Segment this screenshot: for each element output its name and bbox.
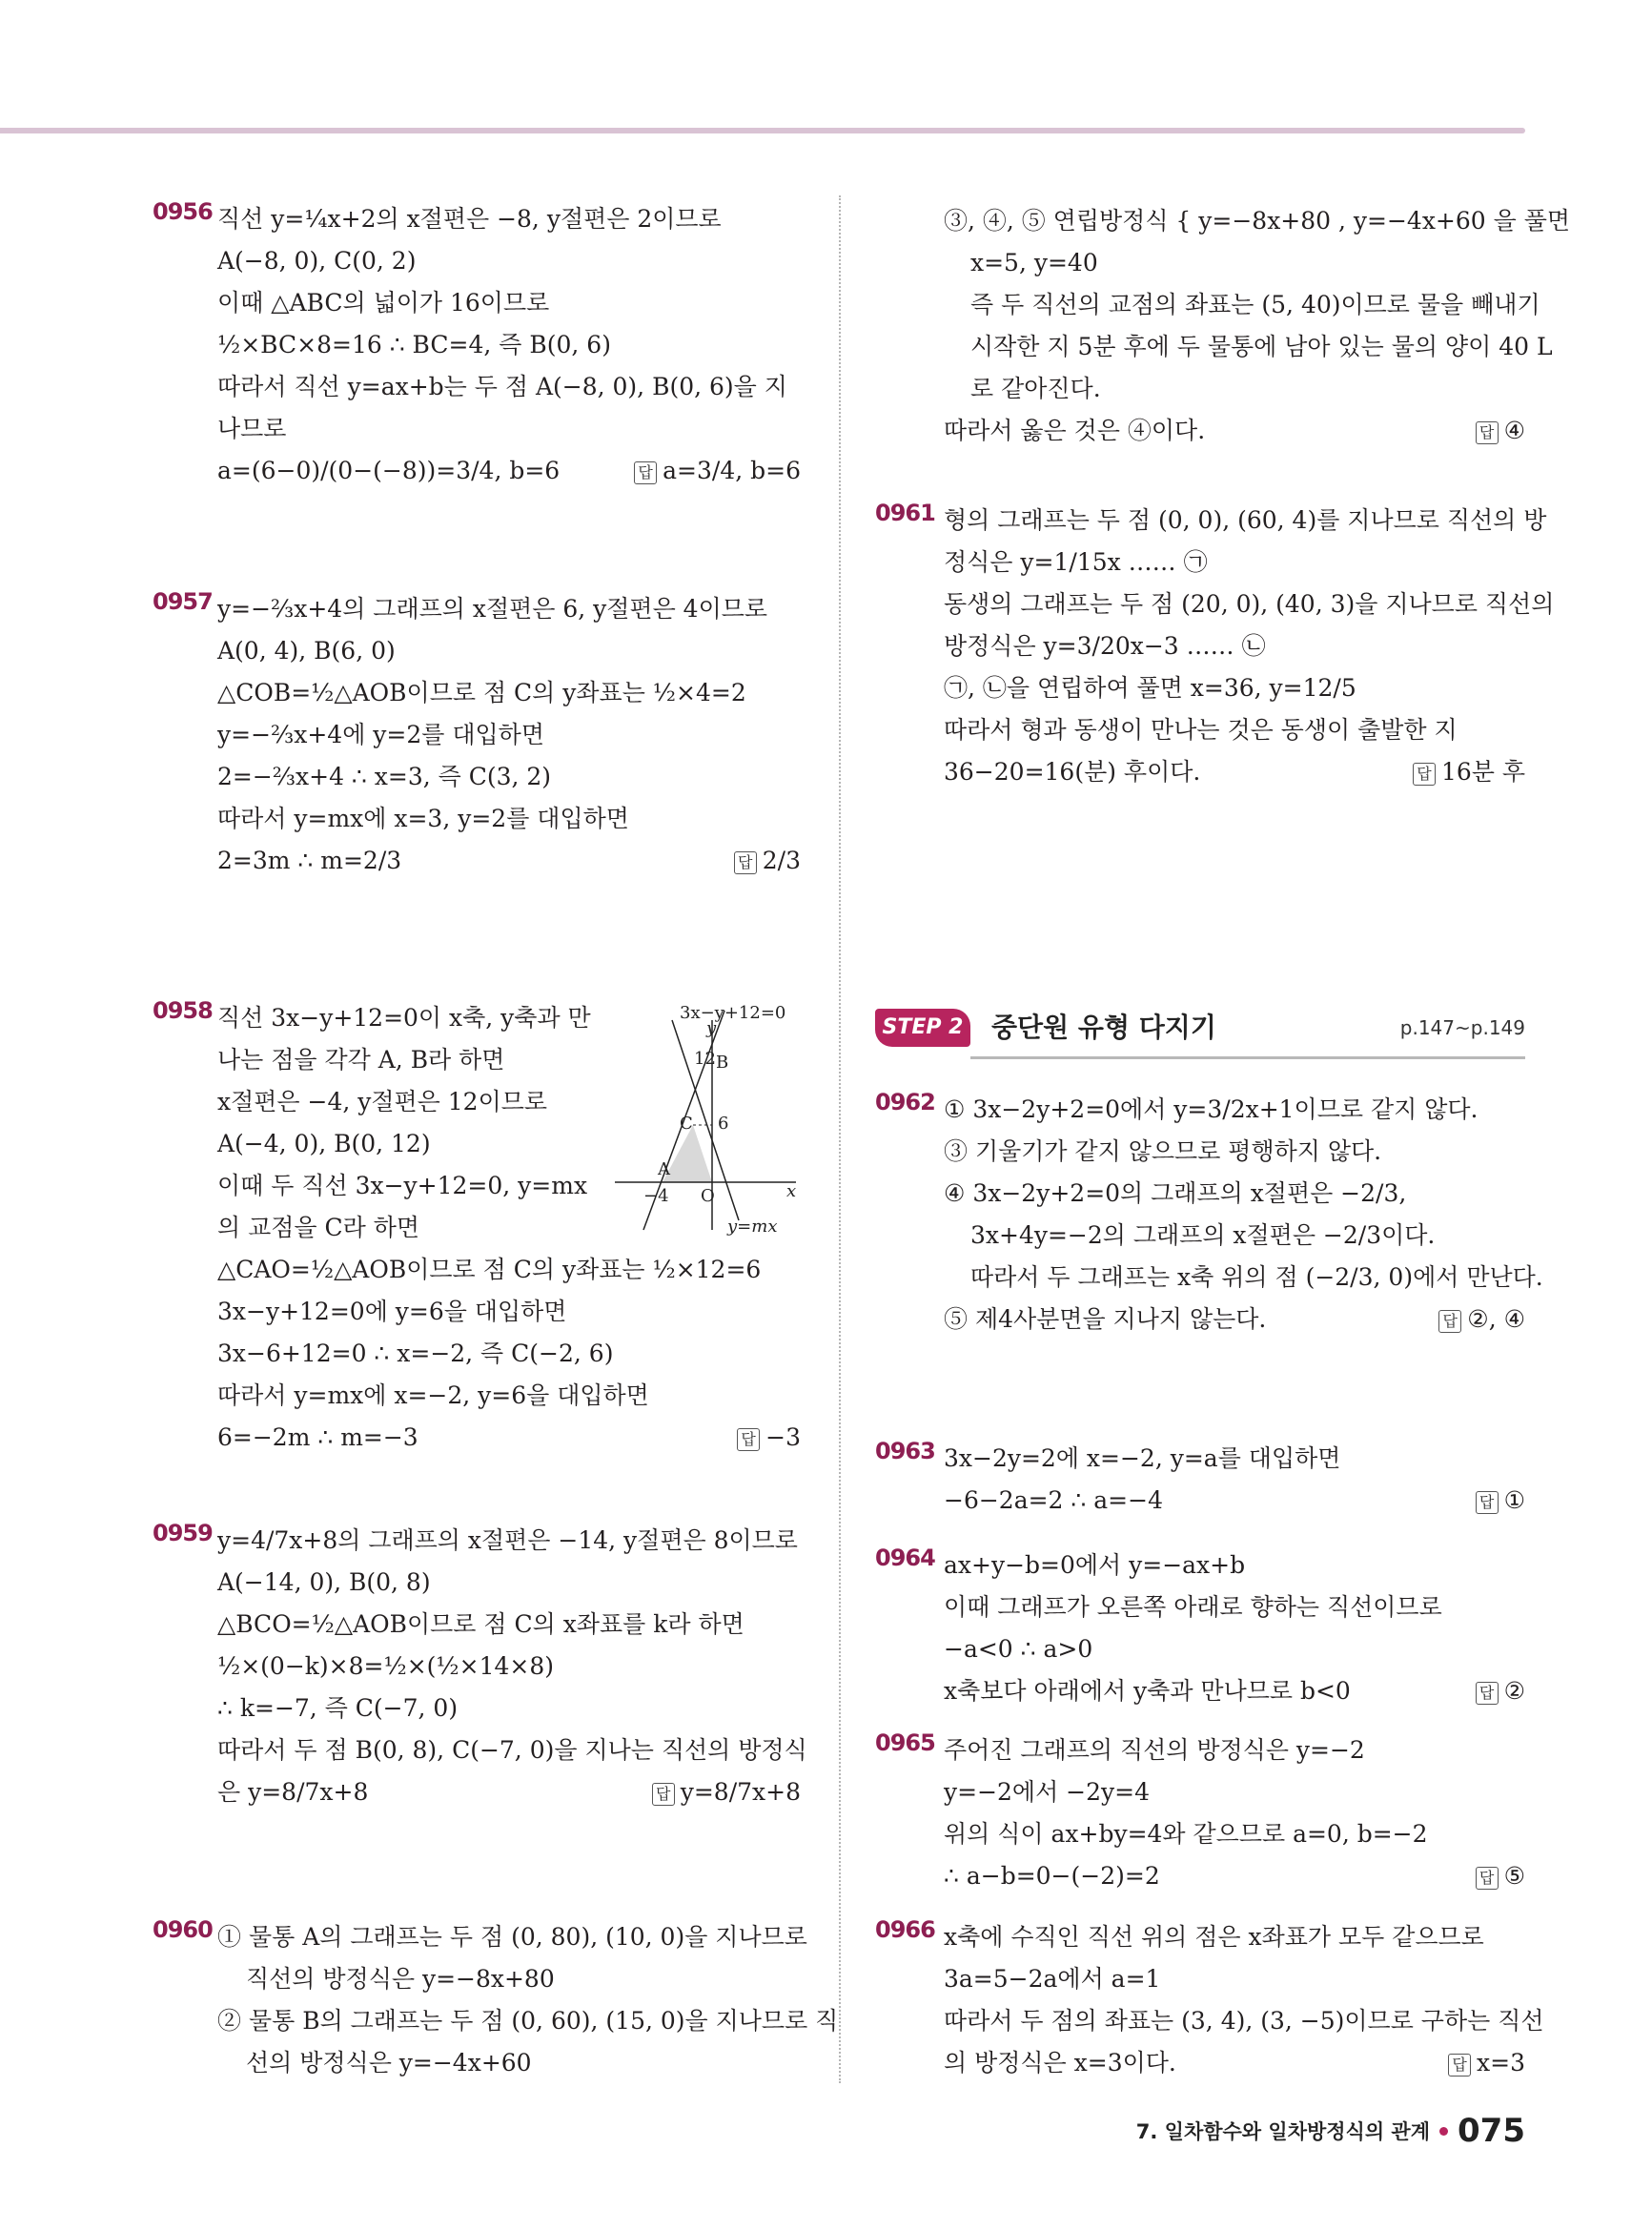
problem-number: 0964 (875, 1545, 935, 1571)
solution-line: 은 y=8/7x+8 (217, 1778, 369, 1806)
answer (737, 1417, 801, 1459)
problem-number: 0959 (153, 1520, 213, 1546)
solution-line: A(−8, 0), C(0, 2) (217, 247, 417, 275)
solution-line: 직선 y=¹⁄₄x+2의 x절편은 −8, y절편은 2이므로 (217, 205, 722, 233)
answer (1413, 751, 1525, 793)
problem-number: 0962 (875, 1089, 935, 1115)
step2-section-header (875, 1001, 1525, 1068)
step-title: 중단원 유형 다지기 (991, 1012, 1216, 1043)
label-line1: 3x−y+12=0 (680, 1003, 786, 1023)
answer-text: 16분 후 (1440, 758, 1525, 786)
solution-line: 3x−2y=2에 x=−2, y=a를 대입하면 (944, 1444, 1341, 1472)
solution-line: 형의 그래프는 두 점 (0, 0), (60, 4)를 지나므로 직선의 방 (944, 506, 1547, 534)
problem-number: 0957 (153, 588, 213, 615)
solution-line: △CAO=½△AOB이므로 점 C의 y좌표는 ½×12=6 (217, 1256, 762, 1283)
solution-line: ½×(0−k)×8=½×(½×14×8) (217, 1652, 555, 1680)
solution-line: 따라서 y=mx에 x=−2, y=6을 대입하면 (217, 1381, 649, 1409)
graph-0958 (615, 1001, 806, 1239)
solution-line: −6−2a=2 ∴ a=−4 (944, 1486, 1163, 1514)
solution-line: 따라서 직선 y=ax+b는 두 점 A(−8, 0), B(0, 6)을 지 (217, 373, 787, 400)
step-page-range: p.147~p.149 (1399, 1016, 1525, 1039)
label-12: 12 (694, 1049, 716, 1069)
solution-line: 2=3m ∴ m=2/3 (217, 847, 402, 874)
solution-line: y=−⅔x+4의 그래프의 x절편은 6, y절편은 4이므로 (217, 595, 768, 623)
solution-line: 따라서 두 점 B(0, 8), C(−7, 0)을 지나는 직선의 방정식 (217, 1736, 807, 1764)
solution-line: A(0, 4), B(6, 0) (217, 637, 396, 665)
label-c: C (680, 1114, 693, 1134)
answer-mark-icon: 답 (737, 1428, 760, 1451)
answer-mark-icon: 답 (1476, 1867, 1499, 1890)
answer-mark-icon: 답 (634, 461, 657, 484)
answer (634, 450, 801, 492)
answer-text: a=3/4, b=6 (663, 457, 801, 484)
problem-number: 0963 (875, 1438, 935, 1464)
solution-line: 따라서 옳은 것은 ④이다. (944, 417, 1206, 444)
solution-line: 3a=5−2a에서 a=1 (944, 1965, 1161, 1993)
solution-line: 따라서 두 점의 좌표는 (3, 4), (3, −5)이므로 구하는 직선 (944, 2007, 1544, 2035)
answer-mark-icon: 답 (1448, 2054, 1471, 2077)
answer (734, 840, 801, 882)
answer (1476, 1480, 1525, 1522)
solution-line: 즉 두 직선의 교점의 좌표는 (5, 40)이므로 물을 빼내기 (970, 291, 1540, 318)
solution-line: 로 같아진다. (970, 375, 1101, 402)
answer (1476, 1855, 1525, 1897)
solution-line: ④ 3x−2y+2=0의 그래프의 x절편은 −2/3, (944, 1179, 1407, 1207)
solution-line: 동생의 그래프는 두 점 (20, 0), (40, 3)을 지나므로 직선의 (944, 590, 1555, 618)
solution-line: y=4/7x+8의 그래프의 x절편은 −14, y절편은 8이므로 (217, 1526, 798, 1554)
solution-line: 따라서 형과 동생이 만나는 것은 동생이 출발한 지 (944, 716, 1458, 744)
answer-text: ① (1503, 1486, 1525, 1514)
column-divider (839, 195, 841, 2083)
problem-number: 0956 (153, 198, 213, 225)
solution-line: ① 물통 A의 그래프는 두 점 (0, 80), (10, 0)을 지나므로 (217, 1923, 807, 1951)
answer-mark-icon: 답 (1476, 1682, 1499, 1705)
answer-text: 2/3 (762, 847, 801, 874)
problem-number: 0960 (153, 1916, 213, 1943)
answer (652, 1771, 801, 1813)
solution-line: △COB=½△AOB이므로 점 C의 y좌표는 ½×4=2 (217, 679, 746, 706)
answer-text: x=3 (1477, 2049, 1525, 2077)
solution-line: 이때 △ABC의 넓이가 16이므로 (217, 289, 550, 317)
label-o: O (701, 1186, 715, 1206)
solution-line: 의 방정식은 x=3이다. (944, 2049, 1176, 2077)
solution-line: A(−14, 0), B(0, 8) (217, 1568, 431, 1596)
solution-line: 2=−⅔x+4 ∴ x=3, 즉 C(3, 2) (217, 763, 552, 790)
answer-text: ② (1503, 1677, 1525, 1705)
label-minus4: −4 (643, 1186, 669, 1206)
page-footer (1136, 2112, 1525, 2150)
solution-line: x축에 수직인 직선 위의 점은 x좌표가 모두 같으므로 (944, 1923, 1484, 1951)
solution-line: 이때 그래프가 오른쪽 아래로 향하는 직선이므로 (944, 1593, 1442, 1621)
solution-line: −a<0 ∴ a>0 (944, 1635, 1093, 1663)
answer (1448, 2042, 1525, 2084)
answer-text: y=8/7x+8 (680, 1778, 801, 1806)
label-y: y (706, 1018, 717, 1038)
problem-number: 0965 (875, 1729, 935, 1756)
solution-line: △BCO=½△AOB이므로 점 C의 x좌표를 k라 하면 (217, 1610, 744, 1638)
label-b: B (716, 1053, 729, 1073)
solution-line: 따라서 y=mx에 x=3, y=2를 대입하면 (217, 805, 629, 832)
solution-line: y=−2에서 −2y=4 (944, 1778, 1151, 1806)
solution-line: ∴ k=−7, 즉 C(−7, 0) (217, 1694, 459, 1722)
label-a: A (658, 1159, 670, 1179)
answer (1476, 1670, 1525, 1712)
solution-line: 직선의 방정식은 y=−8x+80 (246, 1965, 555, 1993)
solution-line: 정식은 y=1/15x …… ㉠ (944, 548, 1208, 576)
page-number: 075 (1458, 2112, 1525, 2150)
solution-line: A(−4, 0), B(0, 12) (217, 1130, 431, 1157)
solution-line: 3x−6+12=0 ∴ x=−2, 즉 C(−2, 6) (217, 1340, 614, 1367)
solution-line: ⑤ 제4사분면을 지나지 않는다. (944, 1305, 1267, 1333)
solution-line: ax+y−b=0에서 y=−ax+b (944, 1551, 1246, 1579)
solution-line: 주어진 그래프의 직선의 방정식은 y=−2 (944, 1736, 1365, 1764)
answer-text: ④ (1503, 417, 1525, 444)
footer-chapter-title: 7. 일차함수와 일차방정식의 관계 (1135, 2120, 1431, 2143)
solution-line: ½×BC×8=16 ∴ BC=4, 즉 B(0, 6) (217, 331, 611, 358)
solution-line: 위의 식이 ax+by=4와 같으므로 a=0, b=−2 (944, 1820, 1428, 1848)
solution-line: 3x+4y=−2의 그래프의 x절편은 −2/3이다. (970, 1221, 1436, 1249)
solution-line: ② 물통 B의 그래프는 두 점 (0, 60), (15, 0)을 지나므로 직 (217, 2007, 839, 2035)
answer (1438, 1299, 1525, 1340)
problem-number: 0961 (875, 500, 935, 526)
answer-mark-icon: 답 (1476, 1491, 1499, 1514)
step-underline (970, 1056, 1525, 1059)
answer-mark-icon: 답 (1438, 1310, 1461, 1333)
label-x: x (786, 1181, 797, 1201)
step-badge: STEP 2 (875, 1009, 970, 1047)
solution-line: 의 교점을 C라 하면 (217, 1214, 420, 1241)
answer-mark-icon: 답 (1413, 763, 1436, 786)
solution-line: 나는 점을 각각 A, B라 하면 (217, 1046, 505, 1074)
solution-line: x절편은 −4, y절편은 12이므로 (217, 1088, 548, 1115)
solution-line: x=5, y=40 (970, 249, 1098, 276)
top-decorative-bar (0, 128, 1525, 133)
solution-line: x축보다 아래에서 y축과 만나므로 b<0 (944, 1677, 1351, 1705)
problem-number: 0958 (153, 997, 213, 1024)
solution-line: y=−⅔x+4에 y=2를 대입하면 (217, 721, 544, 748)
solution-line: a=(6−0)/(0−(−8))=3/4, b=6 (217, 457, 561, 484)
answer-mark-icon: 답 (1476, 421, 1499, 444)
solution-line: 방정식은 y=3/20x−3 …… ㉡ (944, 632, 1266, 660)
solution-line: ③, ④, ⑤ 연립방정식 { y=−8x+80 , y=−4x+60 을 풀면 (944, 207, 1571, 235)
solution-line: 6=−2m ∴ m=−3 (217, 1423, 418, 1451)
solution-line: 선의 방정식은 y=−4x+60 (246, 2049, 532, 2077)
solution-line: 시작한 지 5분 후에 두 물통에 남아 있는 물의 양이 40 L (970, 333, 1553, 360)
answer-mark-icon: 답 (734, 851, 757, 874)
label-6: 6 (718, 1114, 729, 1134)
solution-line: 3x−y+12=0에 y=6을 대입하면 (217, 1298, 567, 1325)
answer-mark-icon: 답 (652, 1783, 675, 1806)
answer-text: ⑤ (1503, 1862, 1525, 1890)
answer (1476, 410, 1525, 452)
solution-line: 36−20=16(분) 후이다. (944, 758, 1201, 786)
label-line2: y=mx (727, 1217, 778, 1237)
solution-line: 따라서 두 그래프는 x축 위의 점 (−2/3, 0)에서 만난다. (970, 1263, 1543, 1291)
footer-bullet-icon (1439, 2127, 1448, 2136)
problem-number: 0966 (875, 1916, 935, 1943)
solution-line: 나므로 (217, 415, 287, 442)
solution-line: ③ 기울기가 같지 않으므로 평행하지 않다. (944, 1137, 1382, 1165)
solution-line: 이때 두 직선 3x−y+12=0, y=mx (217, 1172, 588, 1199)
solution-line: 직선 3x−y+12=0이 x축, y축과 만 (217, 1004, 591, 1032)
solution-line: ① 3x−2y+2=0에서 y=3/2x+1이므로 같지 않다. (944, 1095, 1479, 1123)
solution-line: ㉠, ㉡을 연립하여 풀면 x=36, y=12/5 (944, 674, 1356, 702)
answer-text: ②, ④ (1467, 1305, 1525, 1333)
answer-text: −3 (765, 1423, 801, 1451)
solution-line: ∴ a−b=0−(−2)=2 (944, 1862, 1160, 1890)
